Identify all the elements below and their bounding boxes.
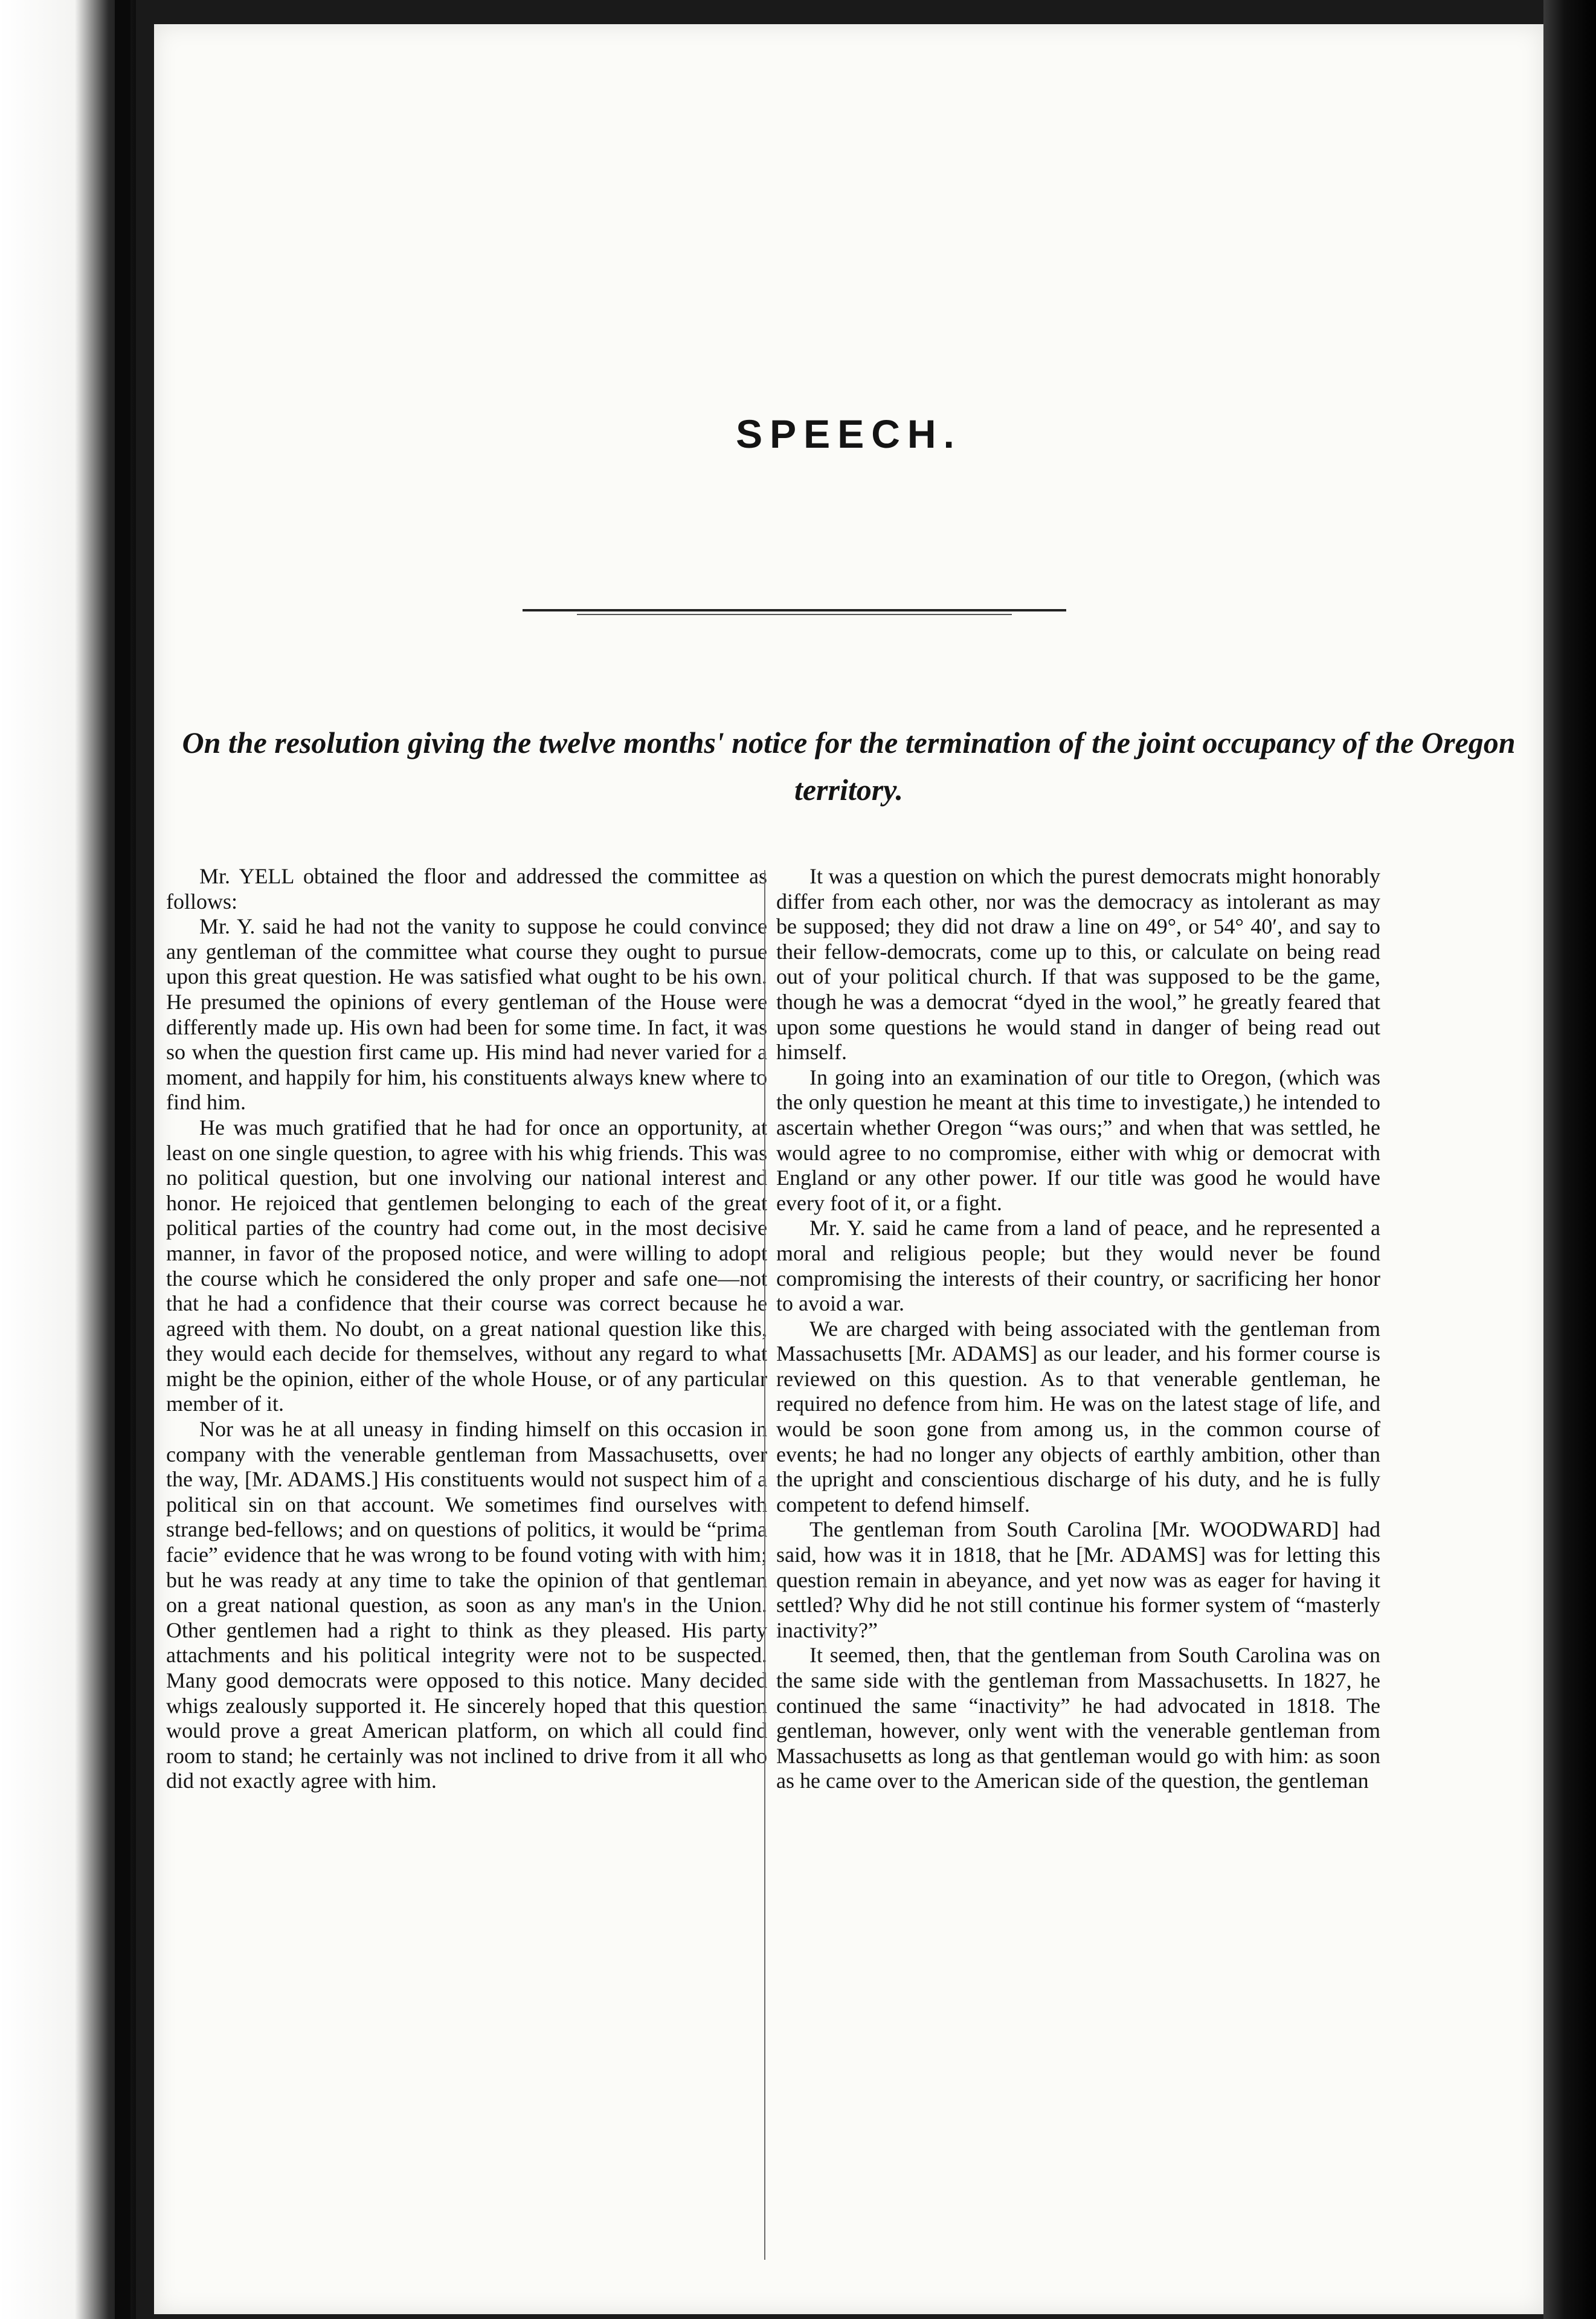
column-divider [764, 870, 765, 2260]
title-rule [523, 609, 1066, 611]
left-column [166, 864, 767, 1794]
document-page [154, 24, 1543, 2314]
paragraph: It was a question on which the purest democrats might honorably differ from each other, nor was the democracy as intolerant as may be supposed; they did not draw a line on 49°, or 54° 40′, and say to their fellow-democrats, come up to this, or calculate on being read out of your political church. If that was supposed to be the game, though he was a democrat “dyed in the wool,” he greatly feared that upon some questions he would stand in danger of being read out himself. [776, 864, 1380, 1065]
paragraph: The gentleman from South Carolina [Mr. WOODWARD] had said, how was it in 1818, that he [Mr. ADAMS] was for letting this question remain in abeyance, and yet now was as eager for having it settled? Why did he not still continue his former system of “masterly inactivity?” [776, 1517, 1380, 1642]
subtitle: On the resolution giving the twelve months' notice for the termination of the joint occupancy of the Oregon territory. [182, 726, 1516, 807]
paragraph: He was much gratified that he had for once an opportunity, at least on one single question, to agree with his whig friends. This was no political question, but one involving our national interest and honor. He rejoiced that gentlemen belonging to each of the great political parties of the country had come out, in the most decisive manner, in favor of the proposed notice, and were willing to adopt the course which he considered the only proper and safe one—not that he had a confidence that their course was correct because he agreed with them. No doubt, on a great national question like this, they would each decide for themselves, without any regard to what might be the opinion, either of the whole House, or of any particular member of it. [166, 1115, 767, 1416]
paragraph: Mr. Y. said he had not the vanity to suppose he could convince any gentleman of the committee what course they ought to pursue upon this great question. He was satisfied what ought to be his own. He presumed the opinions of every gentleman of the House were differently made up. His own had been for some time. In fact, it was so when the question first came up. His mind had never varied for a moment, and happily for him, his constituents always knew where to find him. [166, 914, 767, 1115]
paragraph: It seemed, then, that the gentleman from South Carolina was on the same side with the gentleman from Massachusetts. In 1827, he continued the same “inactivity” he had advocated in 1818. The gentleman, however, only went with the venerable gentleman from Massachusetts as long as that gentleman would go with him: as soon as he came over to the American side of the question, the gentleman [776, 1643, 1380, 1793]
previous-page-edge [0, 0, 136, 2319]
page-title: SPEECH. [736, 411, 962, 456]
paragraph: Nor was he at all uneasy in finding himself on this occasion in company with the venerable gentleman from Massachusetts, over the way, [Mr. ADAMS.] His constituents would not suspect him of a political sin on that account. We sometimes find ourselves with strange bed-fellows; and on questions of politics, it would be “prima facie” evidence that he was wrong to be found voting with with him; but he was ready at any time to take the opinion of that gentleman on a great national question, as soon as any man's in the Union. Other gentlemen had a right to think as they pleased. His party attachments and his political integrity were not to be suspected. Many good democrats were opposed to this notice. Many decided whigs zealously supported it. He sincerely hoped that this question would prove a great American platform, on which all could find room to stand; he certainly was not inclined to drive from it all who did not exactly agree with him. [166, 1417, 767, 1793]
scan-border [1543, 0, 1596, 2319]
paragraph: Mr. YELL obtained the floor and addressed the committee as follows: [166, 864, 767, 914]
paragraph: In going into an examination of our title to Oregon, (which was the only question he meant at this time to investigate,) he intended to ascertain whether Oregon “was ours;” and when that was settled, he would agree to no compromise, either with whig or democrat with England or any other power. If our title was good he would have every foot of it, or a fight. [776, 1065, 1380, 1215]
paragraph: Mr. Y. said he came from a land of peace, and he represented a moral and religious people; but they would never be found compromising the interests of their country, or sacrificing her honor to avoid a war. [776, 1216, 1380, 1316]
right-column [776, 864, 1380, 1794]
paragraph: We are charged with being associated with the gentleman from Massachusetts [Mr. ADAMS] as our leader, and his former course is reviewed on this question. As to that venerable gentleman, he required no defence from him. He was on the latest stage of life, and would be soon gone from among us, in the common course of events; he had no longer any objects of earthly ambition, other than the upright and conscientious discharge of his duty, and he is fully competent to defend himself. [776, 1316, 1380, 1517]
binding-shadow [115, 0, 130, 2319]
